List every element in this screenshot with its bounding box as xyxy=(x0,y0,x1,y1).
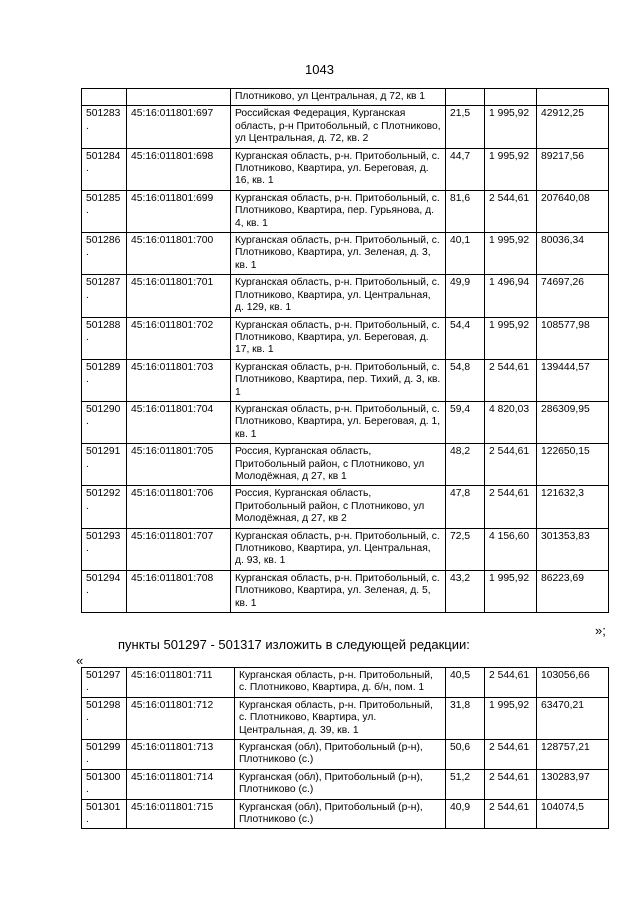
item-number-cell: 501287. xyxy=(82,275,127,317)
area-cell: 21,5 xyxy=(446,106,485,148)
cadastral-number-cell: 45:16:011801:712 xyxy=(127,697,235,739)
item-number-cell: 501297. xyxy=(82,668,127,698)
cadastral-number-cell: 45:16:011801:699 xyxy=(127,190,231,232)
cadastral-number-cell: 45:16:011801:713 xyxy=(127,740,235,770)
area-cell: 50,6 xyxy=(446,740,485,770)
rate-cell: 1 496,94 xyxy=(485,275,537,317)
table-row xyxy=(82,668,609,698)
value-cell: 42912,25 xyxy=(537,106,609,148)
rate-cell: 1 995,92 xyxy=(485,233,537,275)
page-number: 1043 xyxy=(305,62,334,77)
rate-cell: 2 544,61 xyxy=(485,444,537,486)
area-cell: 43,2 xyxy=(446,570,485,612)
table-row xyxy=(82,275,609,317)
address-cell: Плотниково, ул Центральная, д 72, кв 1 xyxy=(231,89,446,106)
cadastral-number-cell: 45:16:011801:702 xyxy=(127,317,231,359)
address-cell: Курганская (обл), Притобольный (р-н), Плотниково (с.) xyxy=(235,769,446,799)
area-cell: 54,4 xyxy=(446,317,485,359)
address-cell: Россия, Курганская область, Притобольный район, с Плотниково, ул Молодёжная, д 27, кв 1 xyxy=(231,444,446,486)
rate-cell xyxy=(485,89,537,106)
rate-cell: 1 995,92 xyxy=(485,570,537,612)
value-cell: 207640,08 xyxy=(537,190,609,232)
cadastral-number-cell: 45:16:011801:700 xyxy=(127,233,231,275)
address-cell: Курганская (обл), Притобольный (р-н), Плотниково (с.) xyxy=(235,740,446,770)
rate-cell: 4 820,03 xyxy=(485,401,537,443)
item-number-cell: 501293. xyxy=(82,528,127,570)
address-cell: Курганская область, р-н. Притобольный, с. Плотниково, Квартира, ул. Центральная, д. 93, кв. 1 xyxy=(231,528,446,570)
address-cell: Курганская область, р-н. Притобольный, с. Плотниково, Квартира, ул. Береговая, д. 16, кв. 1 xyxy=(231,148,446,190)
value-cell: 74697,26 xyxy=(537,275,609,317)
rate-cell: 2 544,61 xyxy=(485,190,537,232)
area-cell xyxy=(446,89,485,106)
area-cell: 49,9 xyxy=(446,275,485,317)
property-table-amended xyxy=(81,667,609,829)
address-cell: Курганская область, р-н. Притобольный, с. Плотниково, Квартира, ул. Зеленая, д. 5, кв. 1 xyxy=(231,570,446,612)
cadastral-number-cell: 45:16:011801:703 xyxy=(127,359,231,401)
rate-cell: 2 544,61 xyxy=(485,486,537,528)
item-number-cell: 501283. xyxy=(82,106,127,148)
value-cell: 121632,3 xyxy=(537,486,609,528)
value-cell: 103056,66 xyxy=(537,668,609,698)
cadastral-number-cell xyxy=(127,89,231,106)
table-row xyxy=(82,799,609,829)
item-number-cell xyxy=(82,89,127,106)
table-row xyxy=(82,233,609,275)
cadastral-number-cell: 45:16:011801:706 xyxy=(127,486,231,528)
address-cell: Курганская область, р-н. Притобольный, с. Плотниково, Квартира, пер. Тихий, д. 3, кв. 1 xyxy=(231,359,446,401)
item-number-cell: 501290. xyxy=(82,401,127,443)
area-cell: 59,4 xyxy=(446,401,485,443)
rate-cell: 2 544,61 xyxy=(485,740,537,770)
item-number-cell: 501285. xyxy=(82,190,127,232)
cadastral-number-cell: 45:16:011801:705 xyxy=(127,444,231,486)
cadastral-number-cell: 45:16:011801:711 xyxy=(127,668,235,698)
area-cell: 40,1 xyxy=(446,233,485,275)
amendment-instruction: пункты 501297 - 501317 изложить в следующей редакции: xyxy=(118,637,470,652)
item-number-cell: 501291. xyxy=(82,444,127,486)
item-number-cell: 501301. xyxy=(82,799,127,829)
rate-cell: 2 544,61 xyxy=(485,359,537,401)
rate-cell: 1 995,92 xyxy=(485,148,537,190)
item-number-cell: 501292. xyxy=(82,486,127,528)
area-cell: 81,6 xyxy=(446,190,485,232)
table-row xyxy=(82,359,609,401)
value-cell: 63470,21 xyxy=(537,697,609,739)
table-row xyxy=(82,444,609,486)
value-cell: 130283,97 xyxy=(537,769,609,799)
value-cell: 89217,56 xyxy=(537,148,609,190)
closing-quote: »; xyxy=(595,623,606,638)
table-row xyxy=(82,570,609,612)
address-cell: Россия, Курганская область, Притобольный район, с Плотниково, ул Молодёжная, д 27, кв 2 xyxy=(231,486,446,528)
address-cell: Курганская область, р-н. Притобольный, с. Плотниково, Квартира, ул. Центральная, д. 39, кв. 1 xyxy=(235,697,446,739)
rate-cell: 4 156,60 xyxy=(485,528,537,570)
table-row xyxy=(82,486,609,528)
item-number-cell: 501286. xyxy=(82,233,127,275)
cadastral-number-cell: 45:16:011801:707 xyxy=(127,528,231,570)
area-cell: 54,8 xyxy=(446,359,485,401)
address-cell: Российская Федерация, Курганская область, р-н Притобольный, с Плотниково, ул Центральная, д. 72, кв. 2 xyxy=(231,106,446,148)
area-cell: 48,2 xyxy=(446,444,485,486)
value-cell: 108577,98 xyxy=(537,317,609,359)
cadastral-number-cell: 45:16:011801:697 xyxy=(127,106,231,148)
table-row xyxy=(82,190,609,232)
rate-cell: 1 995,92 xyxy=(485,106,537,148)
value-cell: 86223,69 xyxy=(537,570,609,612)
table-row-continuation xyxy=(82,89,609,106)
cadastral-number-cell: 45:16:011801:714 xyxy=(127,769,235,799)
rate-cell: 1 995,92 xyxy=(485,317,537,359)
table-row xyxy=(82,106,609,148)
area-cell: 47,8 xyxy=(446,486,485,528)
item-number-cell: 501300. xyxy=(82,769,127,799)
value-cell: 80036,34 xyxy=(537,233,609,275)
area-cell: 72,5 xyxy=(446,528,485,570)
table-row xyxy=(82,769,609,799)
item-number-cell: 501294. xyxy=(82,570,127,612)
rate-cell: 1 995,92 xyxy=(485,697,537,739)
area-cell: 31,8 xyxy=(446,697,485,739)
table-row xyxy=(82,528,609,570)
address-cell: Курганская область, р-н. Притобольный, с. Плотниково, Квартира, ул. Береговая, д. 1, кв. 1 xyxy=(231,401,446,443)
property-table-continuation xyxy=(81,88,609,613)
cadastral-number-cell: 45:16:011801:708 xyxy=(127,570,231,612)
table-row xyxy=(82,148,609,190)
rate-cell: 2 544,61 xyxy=(485,769,537,799)
cadastral-number-cell: 45:16:011801:715 xyxy=(127,799,235,829)
rate-cell: 2 544,61 xyxy=(485,668,537,698)
value-cell: 139444,57 xyxy=(537,359,609,401)
value-cell xyxy=(537,89,609,106)
value-cell: 104074,5 xyxy=(537,799,609,829)
table-row xyxy=(82,317,609,359)
rate-cell: 2 544,61 xyxy=(485,799,537,829)
cadastral-number-cell: 45:16:011801:704 xyxy=(127,401,231,443)
area-cell: 51,2 xyxy=(446,769,485,799)
cadastral-number-cell: 45:16:011801:701 xyxy=(127,275,231,317)
address-cell: Курганская область, р-н. Притобольный, с. Плотниково, Квартира, ул. Центральная, д. 129, кв. 1 xyxy=(231,275,446,317)
table-row xyxy=(82,401,609,443)
value-cell: 301353,83 xyxy=(537,528,609,570)
item-number-cell: 501299. xyxy=(82,740,127,770)
value-cell: 286309,95 xyxy=(537,401,609,443)
value-cell: 122650,15 xyxy=(537,444,609,486)
address-cell: Курганская область, р-н. Притобольный, с. Плотниково, Квартира, пер. Гурьянова, д. 4, кв. 1 xyxy=(231,190,446,232)
item-number-cell: 501298. xyxy=(82,697,127,739)
address-cell: Курганская (обл), Притобольный (р-н), Плотниково (с.) xyxy=(235,799,446,829)
item-number-cell: 501289. xyxy=(82,359,127,401)
item-number-cell: 501284. xyxy=(82,148,127,190)
value-cell: 128757,21 xyxy=(537,740,609,770)
table-row xyxy=(82,697,609,739)
address-cell: Курганская область, р-н. Притобольный, с. Плотниково, Квартира, ул. Береговая, д. 17, кв. 1 xyxy=(231,317,446,359)
area-cell: 40,5 xyxy=(446,668,485,698)
item-number-cell: 501288. xyxy=(82,317,127,359)
area-cell: 44,7 xyxy=(446,148,485,190)
table-row xyxy=(82,740,609,770)
cadastral-number-cell: 45:16:011801:698 xyxy=(127,148,231,190)
address-cell: Курганская область, р-н. Притобольный, с. Плотниково, Квартира, д. б/н, пом. 1 xyxy=(235,668,446,698)
area-cell: 40,9 xyxy=(446,799,485,829)
address-cell: Курганская область, р-н. Притобольный, с. Плотниково, Квартира, ул. Зеленая, д. 3, кв. 1 xyxy=(231,233,446,275)
opening-quote: « xyxy=(76,653,84,668)
